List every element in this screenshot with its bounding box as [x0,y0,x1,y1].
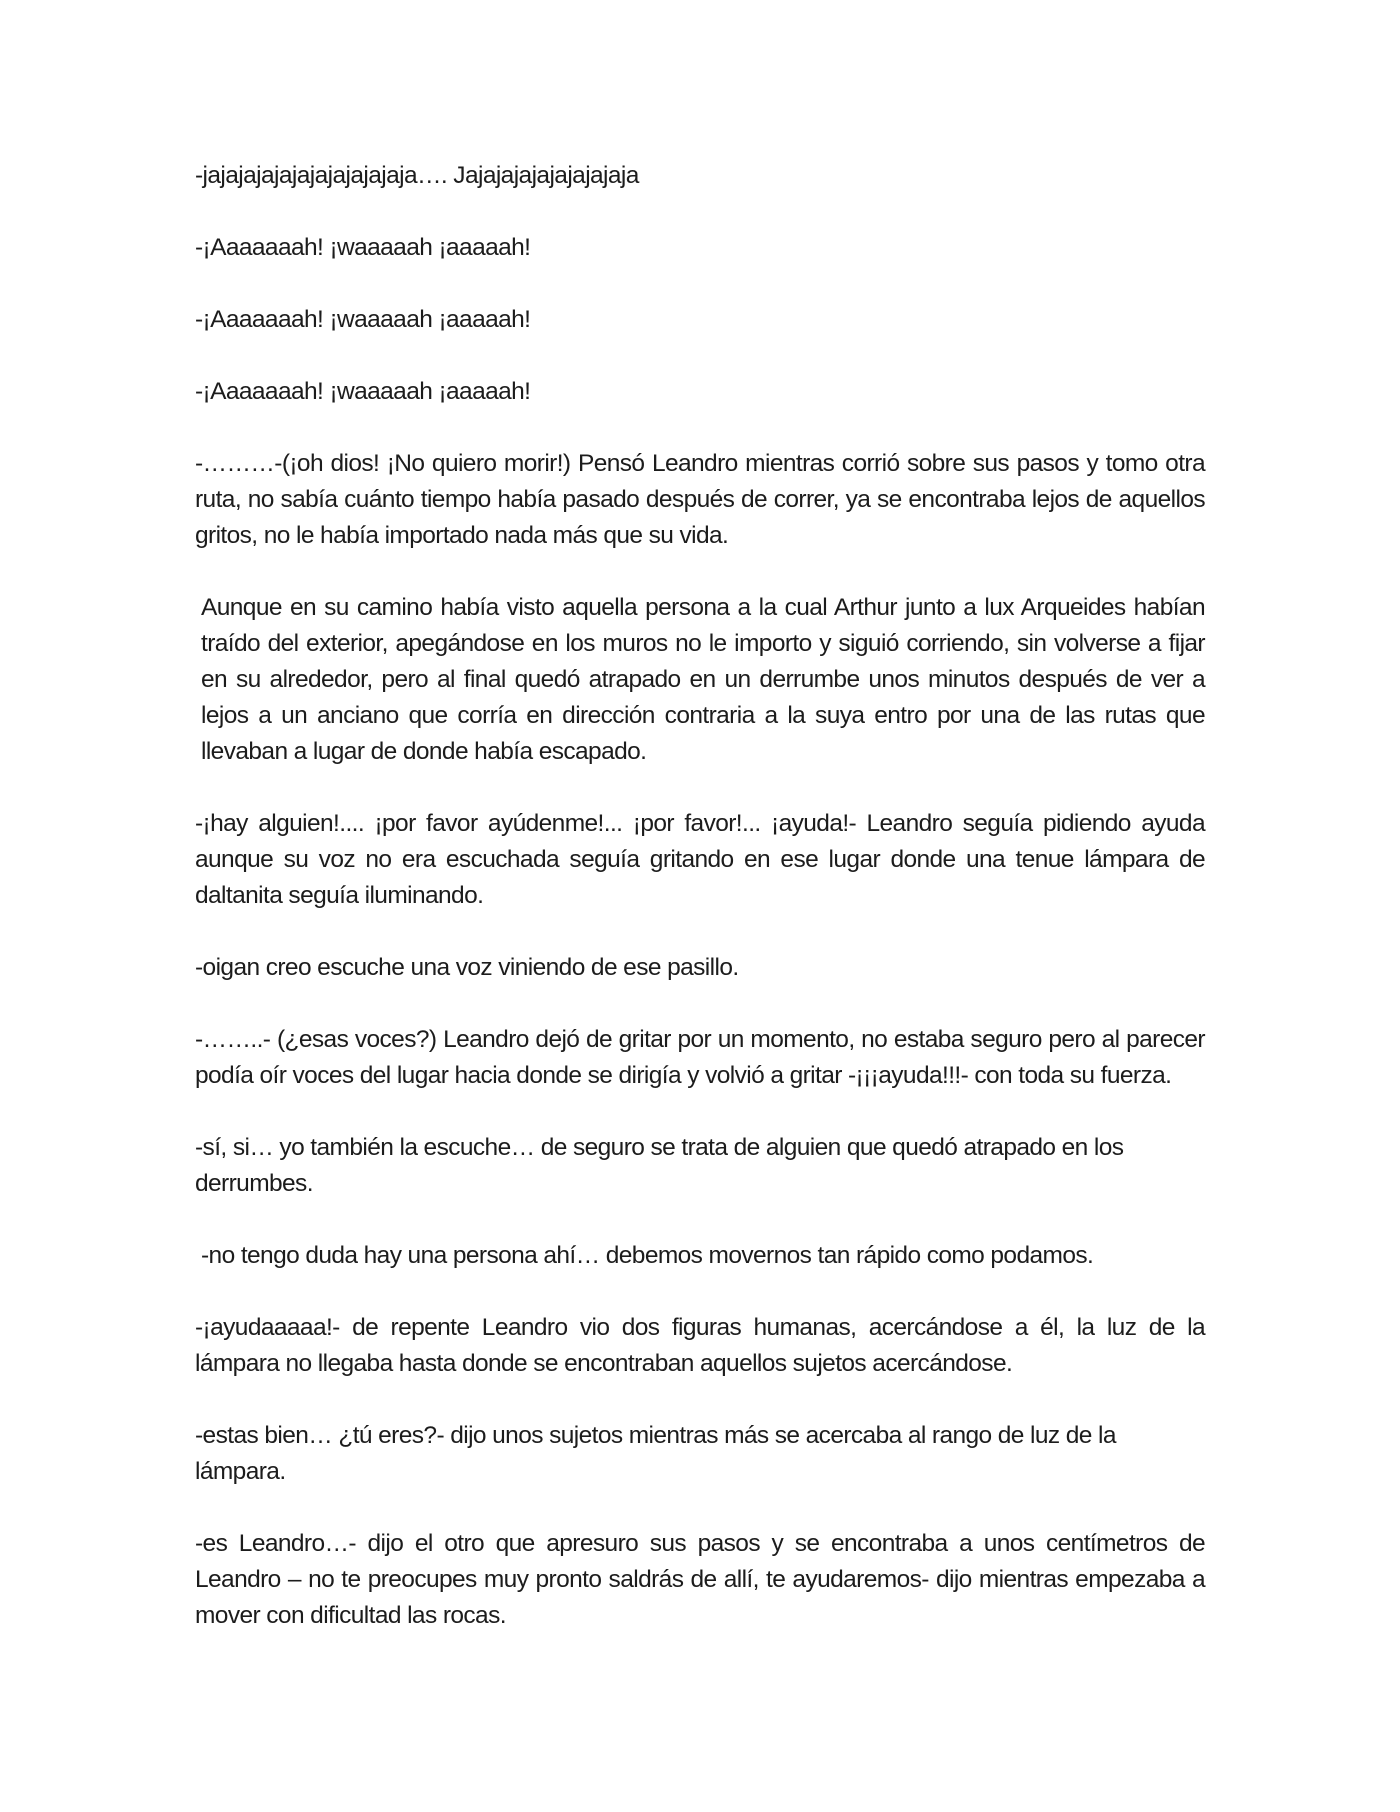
paragraph-are-you-ok: -estas bien… ¿tú eres?- dijo unos sujetos mientras más se acercaba al rango de luz de la lámpara. [195,1422,1116,1485]
paragraph-no-doubt: -no tengo duda hay una persona ahí… debemos movernos tan rápido como podamos. [201,1242,1094,1269]
paragraph-voices: -……..- (¿esas voces?) Leandro dejó de gritar por un momento, no estaba seguro pero al parecer podía oír voces del lugar hacia donde se dirigía y volvió a gritar -¡¡¡ayuda!!!- con toda su fuerza. [195,1026,1205,1089]
paragraph-scream-2: -¡Aaaaaaah! ¡waaaaah ¡aaaaah! [195,306,531,333]
paragraph-rescue: -es Leandro…- dijo el otro que apresuro sus pasos y se encontraba a unos centímetros de Leandro – no te preocupes muy pronto saldrás de allí, te ayudaremos- dijo mientras empezaba a mover con dificultad las rocas. [195,1530,1205,1629]
body-text [195,158,1205,1670]
paragraph-two-figures: -¡ayudaaaaa!- de repente Leandro vio dos figuras humanas, acercándose a él, la luz de la lámpara no llegaba hasta donde se encontraban aquellos sujetos acercándose. [195,1314,1205,1377]
paragraph-scream-1: -¡Aaaaaaah! ¡waaaaah ¡aaaaah! [195,234,531,261]
paragraph-calls-for-help: -¡hay alguien!.... ¡por favor ayúdenme!... ¡por favor!... ¡ayuda!- Leandro seguía pidiendo ayuda aunque su voz no era escuchada seguía gritando en ese lugar donde una tenue lámpara de daltanita seguía iluminando. [195,810,1205,909]
paragraph-trapped: Aunque en su camino había visto aquella persona a la cual Arthur junto a lux Arqueides habían traído del exterior, apegándose en los muros no le importo y siguió corriendo, sin volverse a fijar en su alrededor, pero al final quedó atrapado en un derrumbe unos minutos después de ver a lejos a un anciano que corría en dirección contraria a la suya entro por una de las rutas que llevaban a lugar de donde había escapado. [201,594,1205,765]
paragraph-leandro-runs: -………-(¡oh dios! ¡No quiero morir!) Pensó Leandro mientras corrió sobre sus pasos y tomo otra ruta, no sabía cuánto tiempo había pasado después de correr, ya se encontraba lejos de aquellos gritos, no le había importado nada más que su vida. [195,450,1205,549]
paragraph-hear-voice: -oigan creo escuche una voz viniendo de ese pasillo. [195,954,739,981]
paragraph-heard-too: -sí, si… yo también la escuche… de seguro se trata de alguien que quedó atrapado en los derrumbes. [195,1134,1124,1197]
paragraph-laughter: -jajajajajajajajajajajaja…. Jajajajajajajajajaja [195,162,639,189]
paragraph-scream-3: -¡Aaaaaaah! ¡waaaaah ¡aaaaah! [195,378,531,405]
